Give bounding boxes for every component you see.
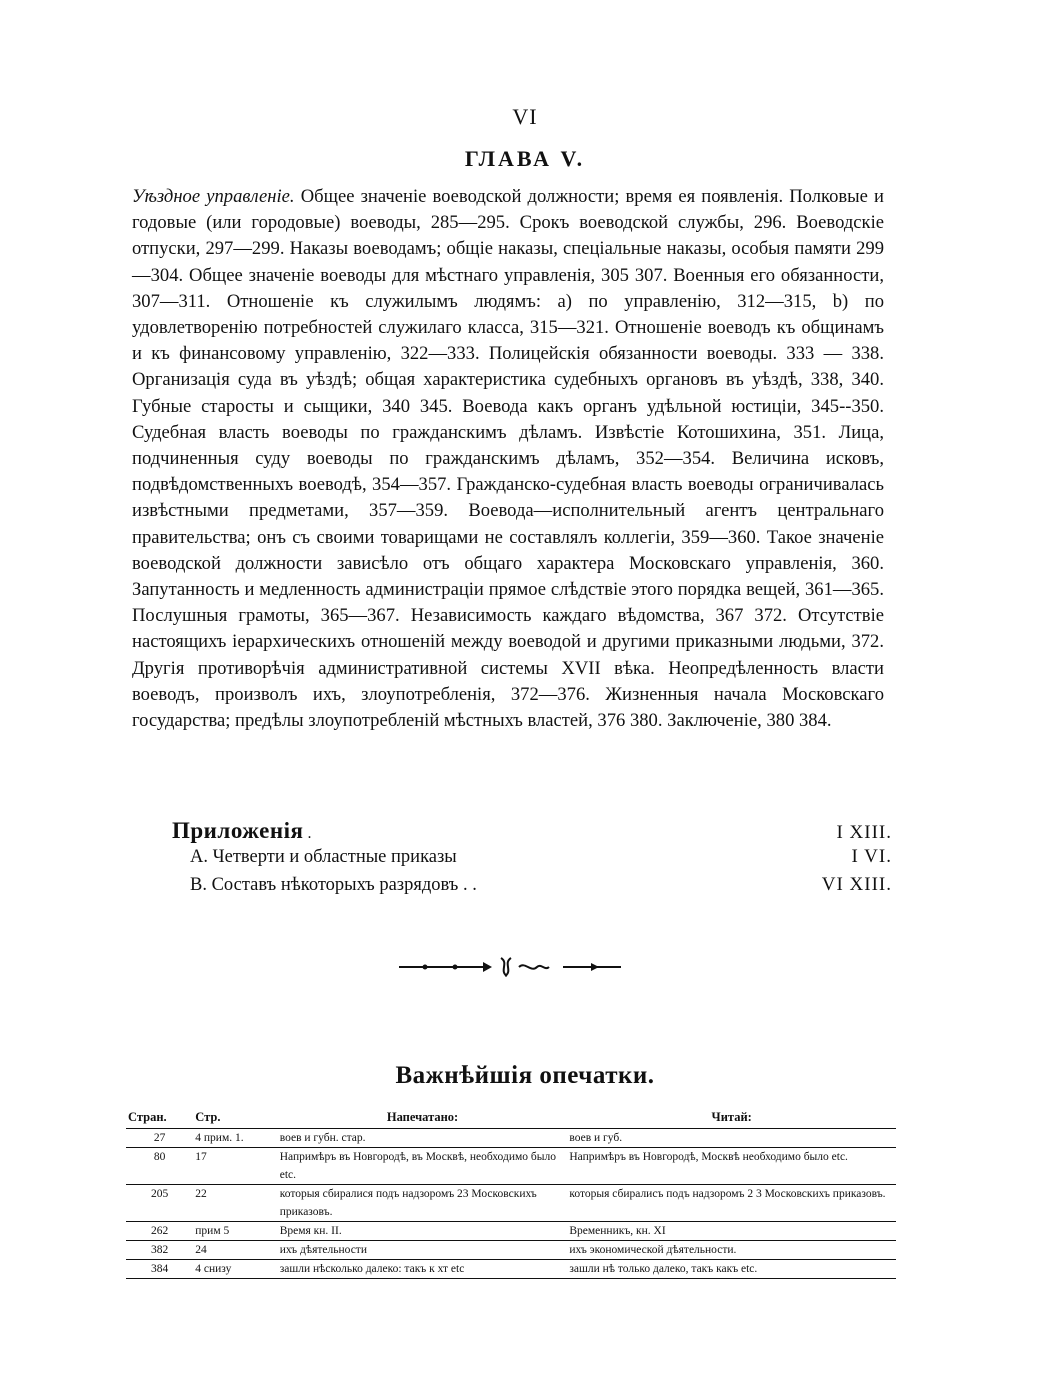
errata-row — [126, 1185, 896, 1222]
appendix-heading-pages: I XIII. — [836, 822, 892, 843]
errata-line: 4 снизу — [193, 1260, 277, 1279]
appendix-item — [172, 874, 892, 902]
appendix-heading: Приложенія — [172, 818, 304, 843]
errata-page: 382 — [126, 1241, 193, 1260]
errata-read: воев и губ. — [567, 1129, 896, 1148]
chapter-lead: Уѣздное управленіе. — [132, 186, 295, 207]
errata-line: 22 — [193, 1185, 277, 1222]
errata-page: 205 — [126, 1185, 193, 1222]
errata-read: зашли нѣ только далеко, такъ какъ etc. — [567, 1260, 896, 1279]
appendix-heading-dots: . — [303, 825, 312, 842]
errata-read: Временникъ, кн. XI — [567, 1222, 896, 1241]
chapter-title: ГЛАВА V. — [464, 146, 586, 171]
errata-printed: воев и губн. стар. — [278, 1129, 568, 1148]
errata-page: 262 — [126, 1222, 193, 1241]
errata-line: 24 — [193, 1241, 277, 1260]
appendix-item-pages: VI XIII. — [821, 874, 892, 895]
appendix-item-pages: I VI. — [851, 846, 892, 867]
appendix-section — [172, 818, 892, 902]
errata-row — [126, 1129, 896, 1148]
errata-line: 4 прим. 1. — [193, 1129, 277, 1148]
ornament-divider — [395, 955, 625, 979]
errata-header-line: Стр. — [193, 1108, 277, 1129]
errata-header-row — [126, 1108, 896, 1129]
errata-title: Важнѣйшія опечатки. — [395, 1062, 655, 1089]
errata-line: прим 5 — [193, 1222, 277, 1241]
errata-row — [126, 1222, 896, 1241]
errata-page: 80 — [126, 1148, 193, 1185]
errata-row — [126, 1260, 896, 1279]
appendix-heading-wrap — [172, 818, 311, 844]
errata-header-read: Читай: — [567, 1108, 896, 1129]
errata-printed: зашли нѣсколько далеко: такъ к хт etc — [278, 1260, 568, 1279]
errata-printed: которыя сбиралися подъ надзоромъ 23 Московскихъ приказовъ. — [278, 1185, 568, 1222]
errata-header-printed: Напечатано: — [278, 1108, 568, 1129]
errata-page: 384 — [126, 1260, 193, 1279]
chapter-body-text: Общее значеніе воеводской должности; время ея появленія. Полковые и годовые (или городовые) воеводы, 285—295. Срокъ воеводской службы, 296. Воеводскіе отпуски, 297—299. Наказы воеводамъ; общіе наказы, спеціальные наказы, особыя памяти 299—304. Общее значеніе воеводы для мѣстнаго управленія, 305 307. Военныя его обязанности, 307—311. Отношеніе къ служилымъ людямъ: а) по управленію, 312—315, b) по удовлетворенію потребностей служилаго класса, 315—321. Отношеніе воеводъ къ общинамъ и къ финансовому управленію, 322—333. Полицейскія обязанности воеводы. 333 — 338. Организація суда въ уѣздѣ; общая характеристика судебныхъ органовъ въ уѣздѣ, 338, 340. Губные старосты и сыщики, 340 345. Воевода какъ органъ удѣльной юстиціи, 345--350. Судебная власть воеводы по гражданскимъ дѣламъ. Извѣстіе Котошихина, 351. Лица, подчиненныя суду воеводы по гражданскимъ дѣламъ, 352—354. Величина исковъ, подвѣдомственныхъ воеводѣ, 354—357. Гражданско-судебная власть воеводы ограничивалась извѣстными предметами, 357—359. Воевода—исполнительный агентъ центральнаго правительства; онъ съ своими товарищами не составлялъ коллегіи, 359—360. Такое значеніе воеводской должности зависѣло отъ общаго характера Московскаго управленія, 360. Запутанность и медленность администраціи прямое слѣдствіе этого порядка вещей, 361—365. Послушныя грамоты, 365—367. Независимость каждаго вѣдомства, 367 372. Отсутствіе настоящихъ іерархическихъ отношеній между воеводой и другими приказными людьми, 372. Другія противорѣчія административной системы XVII вѣка. Неопредѣленность власти воеводъ, произволъ ихъ, злоупотребленія, 372—376. Жизненныя начала Московскаго государства; предѣлы злоупотребленій мѣстныхъ властей, 376 380. Заключеніе, 380 384. — [132, 186, 884, 732]
chapter-summary — [132, 184, 884, 734]
errata-page: 27 — [126, 1129, 193, 1148]
appendix-item-label: А. Четверти и областные приказы — [190, 847, 457, 867]
appendix-heading-row — [172, 818, 892, 846]
errata-row — [126, 1148, 896, 1185]
errata-line: 17 — [193, 1148, 277, 1185]
errata-printed: Время кн. II. — [278, 1222, 568, 1241]
page-number: VI — [512, 104, 538, 129]
errata-table — [126, 1108, 896, 1279]
errata-printed: Напримѣръ въ Новгородѣ, въ Москвѣ, необходимо было etc. — [278, 1148, 568, 1185]
errata-read: Напримѣръ въ Новгородѣ, Москвѣ необходимо было etc. — [567, 1148, 896, 1185]
errata-row — [126, 1241, 896, 1260]
errata-header-page: Стран. — [126, 1108, 193, 1129]
errata-read: ихъ экономической дѣятельности. — [567, 1241, 896, 1260]
errata-read: которыя сбиралисъ подъ надзоромъ 2 3 Московскихъ приказовъ. — [567, 1185, 896, 1222]
errata-printed: ихъ дѣятельности — [278, 1241, 568, 1260]
appendix-item-label: В. Составъ нѣкоторыхъ разрядовъ . . — [190, 875, 477, 895]
appendix-item — [172, 846, 892, 874]
